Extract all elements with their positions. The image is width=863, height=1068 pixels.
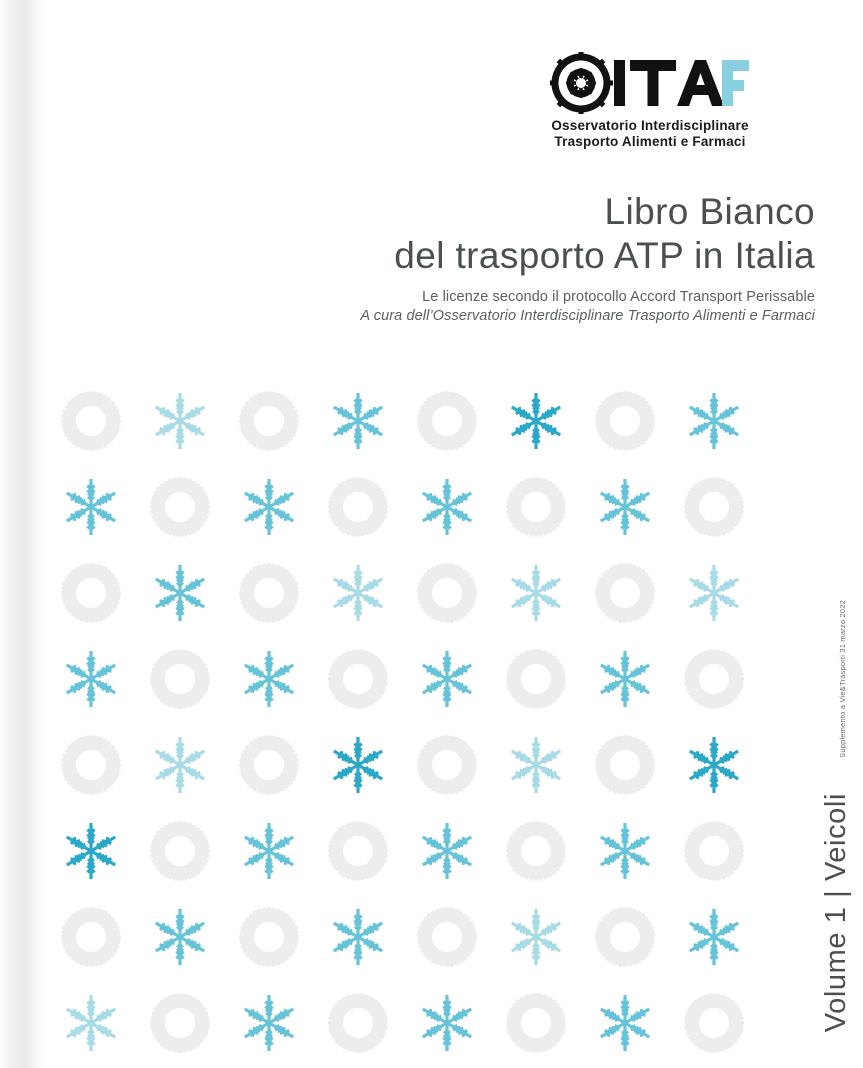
pattern-row <box>46 550 760 636</box>
gear-ring-icon <box>505 820 567 882</box>
publisher-logo <box>485 52 815 151</box>
pattern-cell <box>46 550 135 636</box>
pattern-cell <box>135 980 224 1066</box>
pattern-cell <box>402 808 491 894</box>
pattern-cell <box>669 722 758 808</box>
pattern-cell <box>313 464 402 550</box>
snowflake-icon <box>683 562 745 624</box>
pattern-row <box>46 980 760 1066</box>
pattern-cell <box>580 550 669 636</box>
pattern-cell <box>313 636 402 722</box>
snowflake-icon <box>594 820 656 882</box>
pattern-cell <box>46 636 135 722</box>
pattern-cell <box>580 808 669 894</box>
snowflake-icon <box>683 734 745 796</box>
supplement-note: Supplemento a Vie&Trasporti 31 marzo 2022 <box>838 600 847 758</box>
pattern-cell <box>669 550 758 636</box>
pattern-cell <box>580 722 669 808</box>
pattern-cell <box>135 636 224 722</box>
snowflake-icon <box>60 648 122 710</box>
pattern-cell <box>491 378 580 464</box>
snowflake-icon <box>149 390 211 452</box>
logo-subtitle-line-1: Osservatorio Interdisciplinare <box>551 118 749 133</box>
pattern-cell <box>491 980 580 1066</box>
pattern-cell <box>135 722 224 808</box>
snowflake-icon <box>327 390 389 452</box>
pattern-cell <box>224 808 313 894</box>
pattern-cell <box>313 808 402 894</box>
pattern-cell <box>46 464 135 550</box>
pattern-row <box>46 378 760 464</box>
pattern-cell <box>224 980 313 1066</box>
snowflake-icon <box>505 390 567 452</box>
snowflake-icon <box>594 992 656 1054</box>
gear-ring-icon <box>60 906 122 968</box>
pattern-cell <box>402 894 491 980</box>
gear-ring-icon <box>594 562 656 624</box>
gear-ring-icon <box>60 390 122 452</box>
pattern-cell <box>669 894 758 980</box>
gear-ring-icon <box>683 820 745 882</box>
page-title-line-2: del trasporto ATP in Italia <box>394 234 815 276</box>
book-spine-shading <box>0 0 46 1068</box>
snowflake-icon <box>416 648 478 710</box>
pattern-cell <box>313 722 402 808</box>
pattern-row <box>46 464 760 550</box>
pattern-cell <box>402 980 491 1066</box>
pattern-cell <box>491 464 580 550</box>
snowflake-icon <box>505 562 567 624</box>
snowflake-icon <box>416 820 478 882</box>
pattern-cell <box>580 636 669 722</box>
pattern-cell <box>669 464 758 550</box>
pattern-cell <box>313 894 402 980</box>
gear-ring-icon <box>594 734 656 796</box>
pattern-cell <box>491 550 580 636</box>
pattern-cell <box>491 808 580 894</box>
pattern-cell <box>224 722 313 808</box>
volume-label: Volume 1 | Veicoli <box>820 792 852 1032</box>
snowflake-icon <box>238 476 300 538</box>
pattern-cell <box>402 636 491 722</box>
pattern-cell <box>135 894 224 980</box>
pattern-cell <box>669 378 758 464</box>
pattern-cell <box>491 636 580 722</box>
pattern-cell <box>224 550 313 636</box>
snowflake-icon <box>149 562 211 624</box>
pattern-cell <box>402 550 491 636</box>
gear-ring-icon <box>327 992 389 1054</box>
pattern-cell <box>224 378 313 464</box>
pattern-cell <box>46 894 135 980</box>
snowflake-icon <box>238 820 300 882</box>
pattern-cell <box>313 980 402 1066</box>
pattern-cell <box>313 550 402 636</box>
pattern-cell <box>135 378 224 464</box>
pattern-cell <box>402 464 491 550</box>
gear-ring-icon <box>327 648 389 710</box>
snowflake-icon <box>327 906 389 968</box>
snowflake-icon <box>327 562 389 624</box>
snowflake-icon <box>683 906 745 968</box>
gear-ring-icon <box>238 390 300 452</box>
snowflake-icon <box>505 906 567 968</box>
pattern-cell <box>135 464 224 550</box>
snowflake-icon <box>60 992 122 1054</box>
pattern-cell <box>46 808 135 894</box>
pattern-cell <box>313 378 402 464</box>
pattern-cell <box>135 550 224 636</box>
snowflake-icon <box>238 648 300 710</box>
gear-ring-icon <box>327 820 389 882</box>
gear-ring-icon <box>416 562 478 624</box>
snowflake-icon <box>505 734 567 796</box>
pattern-cell <box>580 378 669 464</box>
gear-ring-icon <box>683 476 745 538</box>
snowflake-icon <box>416 992 478 1054</box>
gear-ring-icon <box>416 390 478 452</box>
gear-ring-icon <box>416 906 478 968</box>
pattern-cell <box>580 464 669 550</box>
pattern-cell <box>224 464 313 550</box>
gear-ring-icon <box>60 734 122 796</box>
gear-ring-icon <box>238 734 300 796</box>
pattern-cell <box>669 980 758 1066</box>
gear-ring-icon <box>327 476 389 538</box>
gear-ring-icon <box>505 992 567 1054</box>
snowflake-icon <box>60 820 122 882</box>
gear-ring-icon <box>149 648 211 710</box>
pattern-cell <box>46 980 135 1066</box>
gear-ring-icon <box>683 992 745 1054</box>
pattern-row <box>46 636 760 722</box>
snowflake-icon <box>594 648 656 710</box>
gear-ring-icon <box>238 906 300 968</box>
pattern-cell <box>46 722 135 808</box>
pattern-cell <box>135 808 224 894</box>
pattern-cell <box>224 894 313 980</box>
snowflake-icon <box>683 390 745 452</box>
snowflake-icon <box>60 476 122 538</box>
pattern-cell <box>669 808 758 894</box>
gear-ring-icon <box>416 734 478 796</box>
gear-ring-icon <box>505 648 567 710</box>
pattern-cell <box>580 894 669 980</box>
gear-ring-icon <box>149 992 211 1054</box>
pattern-cell <box>402 378 491 464</box>
pattern-row <box>46 894 760 980</box>
gear-ring-icon <box>149 820 211 882</box>
cover-subtitle: Le licenze secondo il protocollo Accord Transport Perissable <box>422 289 815 306</box>
gear-ring-icon <box>683 648 745 710</box>
logo-subtitle-line-2: Trasporto Alimenti e Farmaci <box>554 134 746 150</box>
snowflake-icon <box>594 476 656 538</box>
snowflake-icon <box>149 906 211 968</box>
pattern-cell <box>491 894 580 980</box>
snowflake-icon <box>416 476 478 538</box>
oitaf-wordmark-icon <box>550 52 750 114</box>
snowflake-icon <box>327 734 389 796</box>
cover-title-block <box>35 190 815 324</box>
snowflake-icon <box>149 734 211 796</box>
pattern-cell <box>669 636 758 722</box>
pattern-cell <box>580 980 669 1066</box>
gear-ring-icon <box>60 562 122 624</box>
page-title-line-1: Libro Bianco <box>604 191 815 232</box>
snowflake-pattern <box>46 378 760 1068</box>
pattern-row <box>46 808 760 894</box>
gear-ring-icon <box>594 390 656 452</box>
cover-editor-note: A cura dell’Osservatorio Interdisciplinare Trasporto Alimenti e Farmaci <box>360 308 815 325</box>
snowflake-icon <box>238 992 300 1054</box>
gear-ring-icon <box>149 476 211 538</box>
gear-ring-icon <box>505 476 567 538</box>
pattern-cell <box>224 636 313 722</box>
pattern-cell <box>46 378 135 464</box>
pattern-cell <box>402 722 491 808</box>
pattern-cell <box>491 722 580 808</box>
gear-ring-icon <box>594 906 656 968</box>
gear-ring-icon <box>238 562 300 624</box>
pattern-row <box>46 722 760 808</box>
